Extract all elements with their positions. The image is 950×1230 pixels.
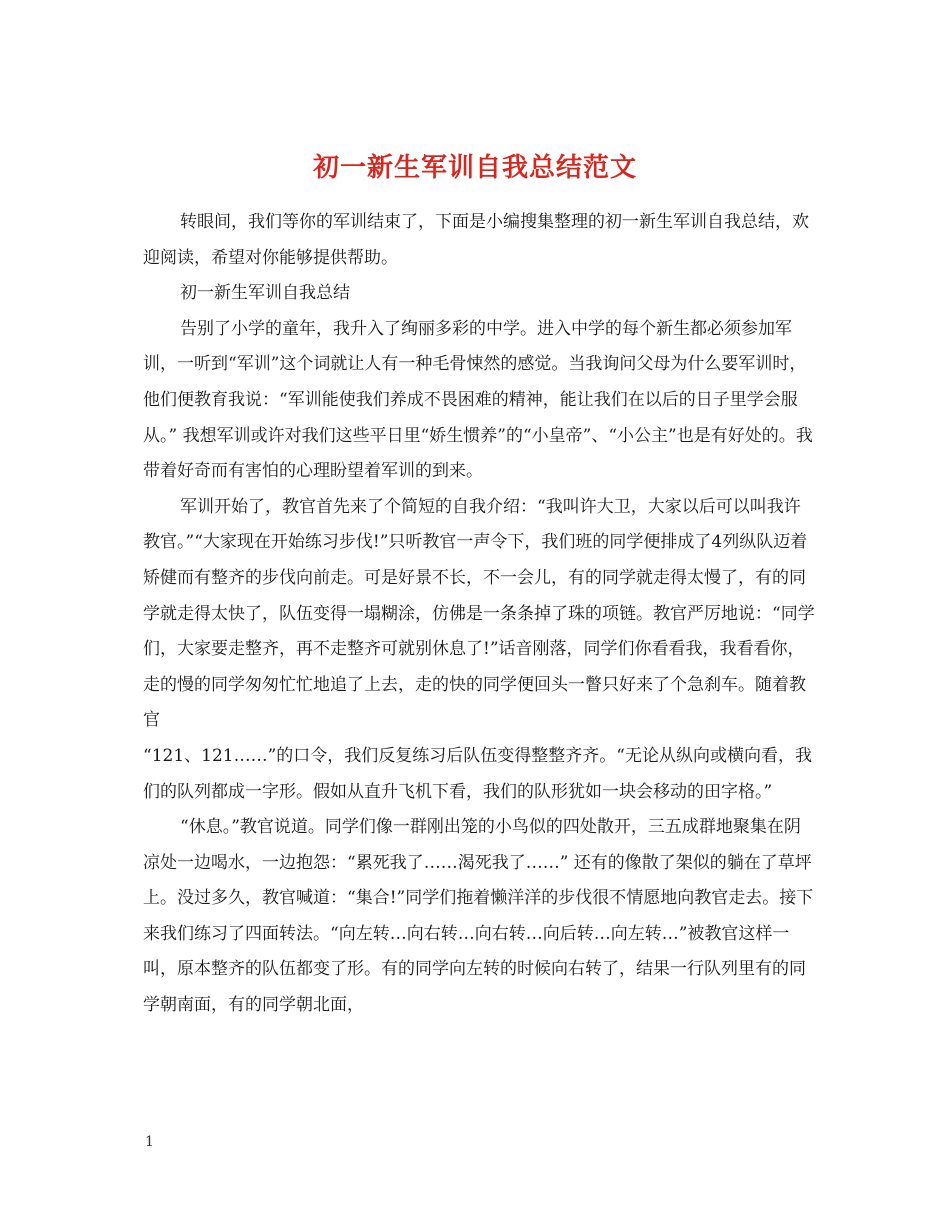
paragraph-continuation: “121、121……”的口令，我们反复练习后队伍变得整整齐齐。“无论从纵向或横向看，我们的队列都成一字形。假如从直升飞机下看，我们的队形犹如一块会移动的田字格。” [143,745,812,802]
page-number: 1 [145,1134,154,1150]
document-body [143,205,815,1024]
paragraph: 军训开始了，教官首先来了个简短的自我介绍：“我叫许大卫，大家以后可以叫我许教官。”“大家现在开始练习步伐!”只听教官一声令下，我们班的同学便排成了4列纵队迈着矫健而有整齐的步伐向前走。可是好景不长，不一会儿，有的同学就走得太慢了，有的同学就走得太快了，队伍变得一塌糊涂，仿佛是一条条掉了珠的项链。教官严厉地说：“同学们，大家要走整齐，再不走整齐可就别休息了!”话音刚落，同学们你看看我，我看看你，走的慢的同学匆匆忙忙地追了上去，走的快的同学便回头一瞥只好来了个急刹车。随着教官 [143,496,815,731]
section-heading: 初一新生军训自我总结 [180,283,350,304]
paragraph: “休息。”教官说道。同学们像一群刚出笼的小鸟似的四处散开，三五成群地聚集在阴凉处一边喝水，一边抱怨：“累死我了……渴死我了……” 还有的像散了架似的躺在了草坪上。没过多久，教官喊道：“集合!”同学们拖着懒洋洋的步伐很不情愿地向教官走去。接下来我们练习了四面转法。“向左转…向右转…向右转…向后转…向左转…”被教官这样一叫，原本整齐的队伍都变了形。有的同学向左转的时候向右转了，结果一行队列里有的同学朝南面，有的同学朝北面， [143,817,814,1016]
document-title: 初一新生军训自我总结范文 [312,153,637,184]
paragraph-intro: 转眼间，我们等你的军训结束了，下面是小编搜集整理的初一新生军训自我总结，欢迎阅读，希望对你能够提供帮助。 [143,212,809,268]
paragraph: 告别了小学的童年，我升入了绚丽多彩的中学。进入中学的每个新生都必须参加军训，一听到“军训”这个词就让人有一种毛骨悚然的感觉。当我询问父母为什么要军训时，他们便教育我说：“军训能使我们养成不畏困难的精神，能让我们在以后的日子里学会服从。” 我想军训或许对我们这些平日里“娇生惯养”的“小皇帝”、“小公主”也是有好处的。我带着好奇而有害怕的心理盼望着军训的到来。 [143,318,813,482]
